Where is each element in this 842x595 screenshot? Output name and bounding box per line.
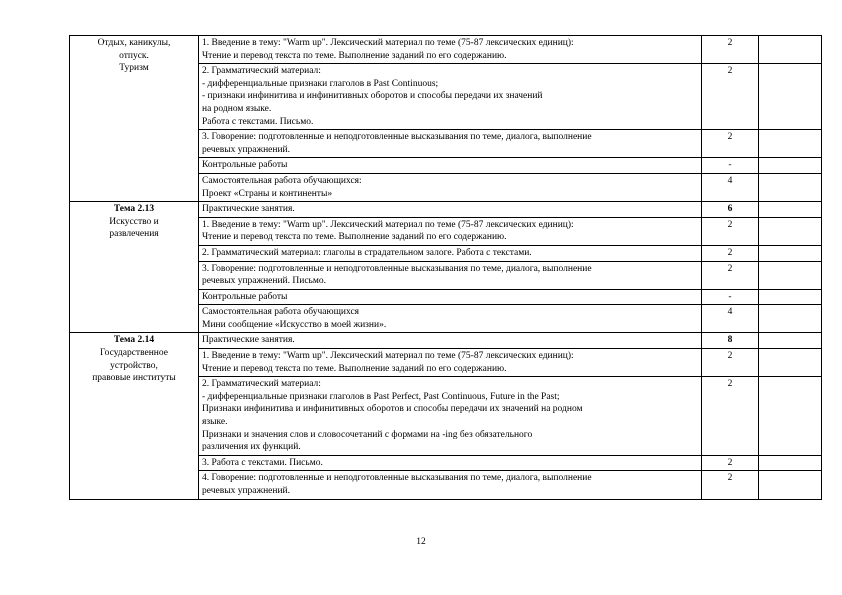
content-line: различения их функций. (202, 442, 301, 453)
content-cell (199, 471, 702, 499)
hours-cell: 2 (702, 349, 759, 377)
content-line: 3. Говорение: подготовленные и неподготовленные высказывания по теме, диалога, выполнение (202, 132, 592, 143)
content-line: 1. Введение в тему: "Warm up". Лексический материал по теме (75-87 лексических единиц): (202, 38, 574, 48)
content-line: языке. (202, 417, 228, 428)
content-line: Чтение и перевод текста по теме. Выполнение заданий по его содержанию. (202, 363, 507, 374)
content-line: речевых упражнений. (202, 144, 291, 155)
topic-line: устройство, (110, 360, 158, 371)
hours-cell: 2 (702, 64, 759, 130)
content-cell (199, 64, 702, 130)
content-line: Самостоятельная работа обучающихся: (202, 175, 362, 186)
topic-line: Туризм (119, 63, 149, 74)
level-cell (759, 455, 822, 471)
content-line: - дифференциальные признаки глаголов в Past Perfect, Past Continuous, Future in the Past; (202, 391, 560, 402)
topic-cell (70, 333, 199, 499)
content-cell (199, 36, 702, 64)
content-line: на родном языке. (202, 103, 272, 114)
level-cell (759, 377, 822, 456)
level-cell (759, 202, 822, 218)
level-cell (759, 173, 822, 201)
content-line: Контрольные работы (202, 160, 288, 171)
level-cell (759, 158, 822, 174)
content-line: Признаки инфинитива и инфинитивных оборотов и способы передачи их значений на родном (202, 404, 583, 415)
hours-cell: 4 (702, 305, 759, 333)
content-cell (199, 349, 702, 377)
level-cell (759, 333, 822, 349)
content-cell (199, 130, 702, 158)
table-row (70, 36, 822, 64)
level-cell (759, 36, 822, 64)
content-line: 1. Введение в тему: "Warm up". Лексический материал по теме (75-87 лексических единиц): (202, 351, 574, 362)
table-row (70, 202, 822, 218)
level-cell (759, 217, 822, 245)
level-cell (759, 471, 822, 499)
level-cell (759, 64, 822, 130)
content-line: Практические занятия. (202, 335, 295, 346)
content-cell (199, 217, 702, 245)
content-cell (199, 173, 702, 201)
content-line: Практические занятия. (202, 204, 295, 215)
hours-cell: 2 (702, 130, 759, 158)
hours-cell: 2 (702, 245, 759, 261)
content-cell (199, 202, 702, 218)
hours-cell: 2 (702, 217, 759, 245)
content-line: Контрольные работы (202, 291, 288, 302)
content-line: 2. Грамматический материал: (202, 379, 321, 390)
topic-line: Тема 2.13 (113, 204, 155, 215)
topic-cell (70, 36, 199, 202)
table-row (70, 333, 822, 349)
content-line: Признаки и значения слов и словосочетаний с формами на -ing без обязательного (202, 429, 533, 440)
content-line: - признаки инфинитива и инфинитивных оборотов и способы передачи их значений (202, 91, 543, 102)
content-line: Мини сообщение «Искусство в моей жизни». (202, 319, 387, 330)
hours-cell: 6 (702, 202, 759, 218)
topic-line: Отдых, каникулы, (97, 38, 171, 48)
level-cell (759, 261, 822, 289)
level-cell (759, 349, 822, 377)
level-cell (759, 289, 822, 305)
topic-line: Искусство и (109, 216, 159, 227)
content-cell (199, 245, 702, 261)
hours-cell: 2 (702, 261, 759, 289)
content-line: речевых упражнений. Письмо. (202, 276, 327, 287)
hours-cell: 8 (702, 333, 759, 349)
content-cell (199, 333, 702, 349)
content-line: Самостоятельная работа обучающихся (202, 307, 360, 318)
hours-cell: 2 (702, 377, 759, 456)
page-number: 12 (416, 537, 426, 547)
content-line: речевых упражнений. (202, 486, 291, 496)
content-line: 3. Работа с текстами. Письмо. (202, 457, 323, 468)
topic-line: правовые институты (92, 373, 176, 384)
content-cell (199, 455, 702, 471)
topic-line: отпуск. (119, 50, 149, 61)
level-cell (759, 245, 822, 261)
content-cell (199, 305, 702, 333)
content-line: Чтение и перевод текста по теме. Выполнение заданий по его содержанию. (202, 232, 507, 243)
content-line: Чтение и перевод текста по теме. Выполнение заданий по его содержанию. (202, 50, 507, 61)
content-line: Проект «Страны и континенты» (202, 188, 333, 199)
level-cell (759, 130, 822, 158)
content-cell (199, 261, 702, 289)
content-cell (199, 158, 702, 174)
content-line: 2. Грамматический материал: глаголы в страдательном залоге. Работа с текстами. (202, 247, 532, 258)
content-line: 4. Говорение: подготовленные и неподготовленные высказывания по теме, диалога, выполнение (202, 473, 592, 484)
content-cell (199, 289, 702, 305)
level-cell (759, 305, 822, 333)
hours-cell: 2 (702, 36, 759, 64)
hours-cell: - (702, 289, 759, 305)
topic-cell (70, 202, 199, 333)
hours-cell: 2 (702, 471, 759, 499)
topic-line: Тема 2.14 (113, 335, 155, 346)
content-line: 1. Введение в тему: "Warm up". Лексический материал по теме (75-87 лексических единиц): (202, 219, 574, 230)
topic-line: Государственное (100, 348, 168, 359)
curriculum-table-body (70, 36, 822, 500)
content-cell (199, 377, 702, 456)
content-line: 2. Грамматический материал: (202, 66, 321, 77)
content-line: Работа с текстами. Письмо. (202, 116, 314, 127)
curriculum-table (69, 35, 822, 500)
topic-line: развлечения (109, 229, 159, 240)
hours-cell: 2 (702, 455, 759, 471)
content-line: 3. Говорение: подготовленные и неподготовленные высказывания по теме, диалога, выполнение (202, 263, 592, 274)
hours-cell: - (702, 158, 759, 174)
hours-cell: 4 (702, 173, 759, 201)
content-line: - дифференциальные признаки глаголов в Past Continuous; (202, 78, 439, 89)
